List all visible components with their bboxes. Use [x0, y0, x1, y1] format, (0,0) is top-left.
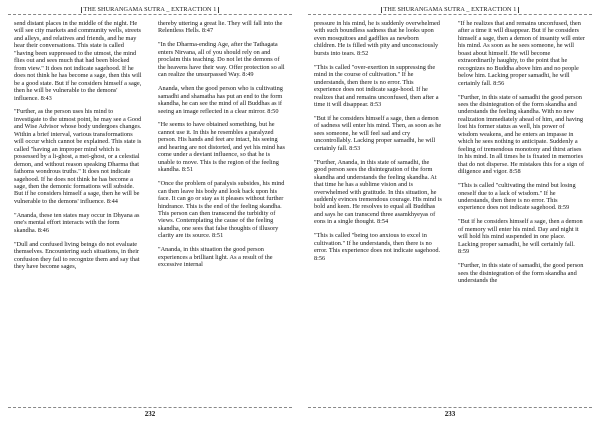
header-bar-right-start: [381, 7, 382, 13]
paragraph: "Further, as the person uses his mind to investigate to the utmost point, he may see a Good and Wise Advisor whose body undergoes changes. Within a brief interval, various transformations will occur which cannot be explained. This state is called "having an improper mind which is possessed by a li-ghost, a mei-ghost, or a celestial demon, and without reason speaking Dharma that fathoms wondrous truths." It does not indicate sagehood. If he does not think he has become a sage, then the demonic formations will subside. But if he considers himself a sage, then he will be vulnerable to the demons' influence. 8:44: [14, 108, 142, 205]
paragraph: "This is called "over-exertion in suppressing the mind in the course of cultivation." If he understands, then there is no error. This experience does not indicate sage-hood. If he realizes that and remains unconfused, then after a time it will disappear. 8:53: [314, 63, 439, 109]
header-bar-right-end: [518, 7, 519, 13]
left-page-columns: [14, 20, 286, 398]
left-page: [4, 0, 296, 424]
paragraph: "This is called "being too anxious to excel in cultivation." If he understands, then there is no error. This experience does not indicate sagehood. 8:56: [314, 232, 441, 262]
paragraph: "Further, in this state of samadhi the good person sees the disintegration of the form skandha and understands the feeling skandha. With no new realization immediately ahead of him, and having lost his former status as well, his power of wisdom weakens, and he enters an impasse in which he sees nothing to anticipate. Suddenly a feeling of tremendous monotony and thirst arises in his mind. In all times he is fixated in memories that do not disperse. He mistakes this for a sign of diligence and vigor. 8:58: [458, 93, 585, 176]
paragraph: "If he realizes that and remains unconfused, then after a time it will disappear. But if he considers himself a sage, then a demon of insanity will enter his mind. As soon as he sees someone, he will boast about himself. He will become extraordinarily haughty, to the point that he recognizes no Buddha above him and no people below him. Lacking proper samadhi, he will certainly fall. 8:56: [458, 20, 585, 87]
paragraph: "This is called "cultivating the mind but losing oneself due to a lack of wisdom." If he understands, then there is no error. This experience does not indicate sagehood. 8:59: [458, 182, 576, 212]
paragraph: "Once the problem of paralysis subsides, his mind can then leave his body and look back upon his face. It can go or stay as it pleases without further hindrance. This is the end of the feeling skandha. This person can then transcend the turbidity of views. Contemplating the cause of the feeling skandha, one sees that false thoughts of illusory clarity are its source. 8:51: [158, 180, 285, 240]
header-title-left: THE SHURANGAMA SUTRA _ EXTRACTION 1: [83, 6, 217, 13]
paragraph: send distant places in the middle of the night. He will see city markets and community wells, streets and alleys, and relatives and friends, and he may hear their conversations. This state is called "having been suppressed to the utmost, the mind flies out and sees much that had been blocked from view." It does not indicate sagehood. If he does not think he has become a sage, then this will be a good state. But if he considers himself a sage, then he will be vulnerable to the demons' influence. 8:43: [14, 20, 142, 102]
right-page: [304, 0, 596, 424]
paragraph: "In the Dharma-ending Age, after the Tathagata enters Nirvana, all of you should rely on and proclaim this teaching. Do not let the demons of the heavens have their way. Offer protection so all can realize the unsurpassed Way. 8:49: [158, 41, 285, 79]
left-page-column-2: [158, 20, 286, 398]
page-number-left: 232: [144, 410, 156, 418]
page-footer-left: [8, 407, 292, 418]
paragraph: "Ananda, these ten states may occur in Dhyana as one's mental effort interacts with the form skandha. 8:46: [14, 211, 140, 234]
right-page-column-1: [314, 20, 442, 398]
header-bar-left-start: [81, 7, 82, 13]
paragraph: Ananda, when the good person who is cultivating samadhi and shamatha has put an end to the form skandha, he can see the mind of all Buddhas as if seeing an image reflected in a clear mirror. 8:50: [158, 85, 283, 115]
paragraph: "Ananda, in this situation the good person experiences a brilliant light. As a result of the excessive internal: [158, 246, 273, 269]
paragraph: pressure in his mind, he is suddenly overwhelmed with such boundless sadness that he looks upon even mosquitoes and gadflies as newborn children. He is filled with pity and unconsciously bursts into tears. 8:52: [314, 20, 440, 57]
paragraph: thereby uttering a great lie. They will fall into the Relentless Hells. 8:47: [158, 20, 283, 35]
right-page-column-2: [458, 20, 586, 398]
page-header-left: [8, 6, 292, 15]
paragraph: "But if he considers himself a sage, then a demon of memory will enter his mind. Day and night it will hold his mind suspended in one place. Lacking proper samadhi, he will certainly fall. 8:59: [458, 218, 583, 256]
left-page-column-1: [14, 20, 142, 398]
page-number-right: 233: [444, 410, 456, 418]
header-bar-left-end: [218, 7, 219, 13]
page-header-right: [308, 6, 592, 15]
paragraph: "Further, in this state of samadhi, the good person sees the disintegration of the form skandha and understands the: [458, 262, 584, 285]
header-title-right: THE SHURANGAMA SUTRA _ EXTRACTION 1: [383, 6, 517, 13]
right-page-columns: [314, 20, 586, 398]
paragraph: "Further, Ananda, in this state of samadhi, the good person sees the disintegration of the form skandha and understands the feeling skandha. At that time he has a sublime vision and is overwhelmed with gratitude. In this situation, he suddenly evinces tremendous courage. His mind is bold and keen. He resolves to equal all Buddhas and says he can transcend three asamkhyeyas of eons in a single thought. 8:54: [314, 158, 442, 226]
paragraph: "But if he considers himself a sage, then a demon of sadness will enter his mind. Then, as soon as he sees someone, he will feel sad and cry uncontrollably. Lacking proper samadhi, he will certainly fall. 8:53: [314, 114, 442, 152]
paragraph: "Dull and confused living beings do not evaluate themselves. Encountering such situations, in their confusion they fail to recognize them and say that they have become sages,: [14, 240, 140, 271]
paragraph: "He seems to have obtained something, but he cannot use it. In this he resembles a paralyzed person. His hands and feet are intact, his seeing and hearing are not distorted, and yet his mind has come under a deviant influence, so that he is unable to move. This is the region of the feeling skandha. 8:51: [158, 121, 285, 174]
page-footer-right: [308, 407, 592, 418]
